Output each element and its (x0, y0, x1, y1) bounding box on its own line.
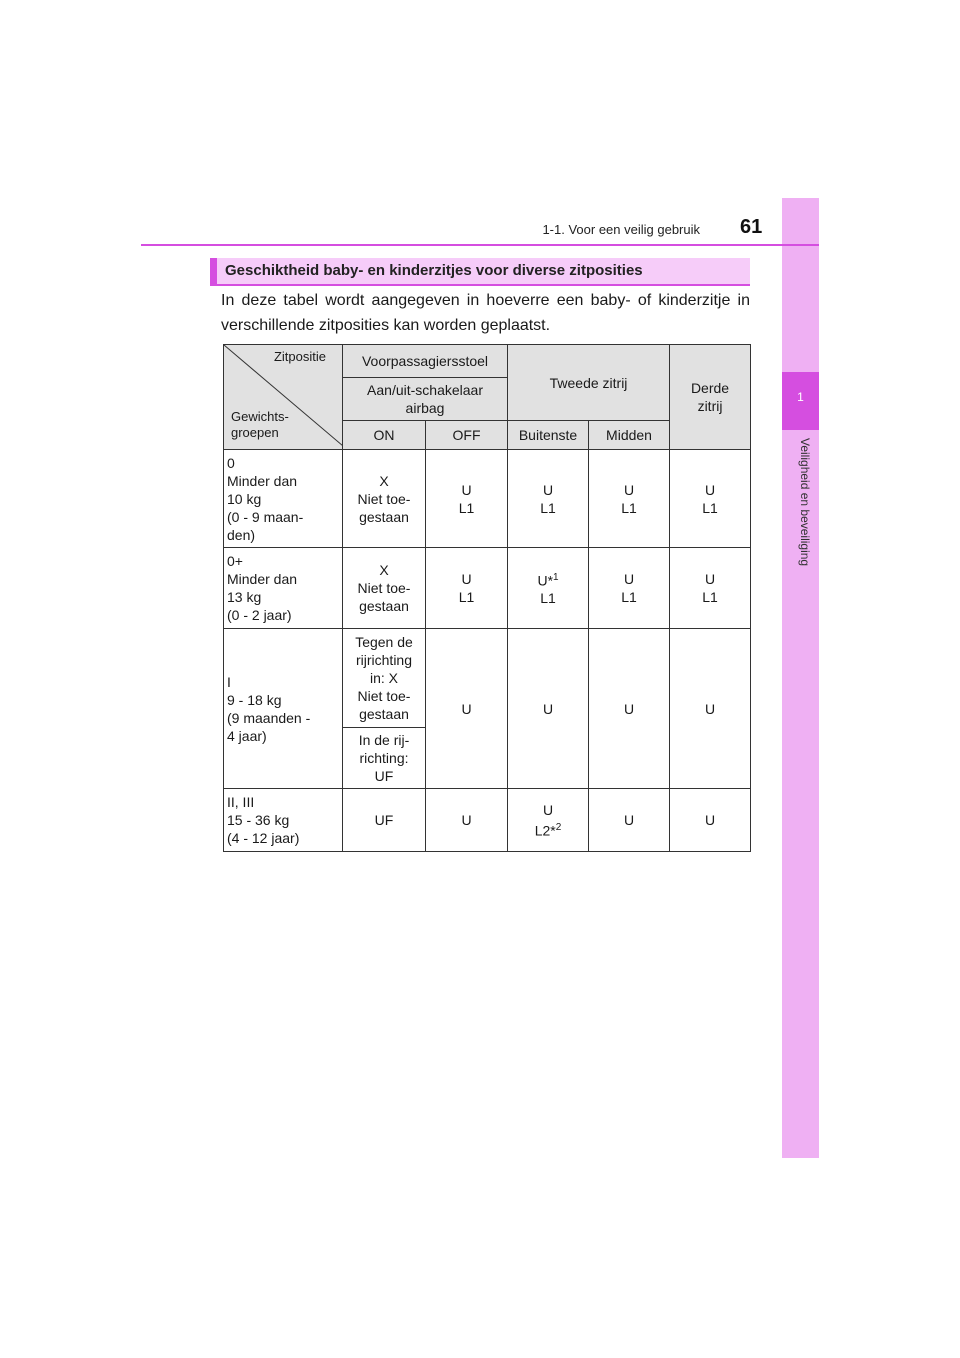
footnote-star: * (550, 822, 556, 839)
section-heading (210, 258, 750, 286)
weight-group-I: I 9 - 18 kg (9 maanden - 4 jaar) (224, 629, 343, 789)
footnote-ref: 1 (553, 571, 559, 583)
corner-seat-label: Zitpositie (273, 349, 326, 364)
cell-third: U L1 (670, 450, 751, 548)
airbag-switch-header: Aan/uit-schakelaar airbag (343, 378, 508, 421)
table-row (224, 629, 751, 728)
cell-on-forward-facing: In de rij- richting: UF (343, 728, 426, 789)
col-middle: Midden (589, 421, 670, 450)
cell-middle: U L1 (589, 548, 670, 629)
cell-outer: U L1 (508, 450, 589, 548)
weight-group-0: 0 Minder dan 10 kg (0 - 9 maan- den) (224, 450, 343, 548)
cell-middle: U (589, 629, 670, 789)
footnote-ref: 2 (555, 821, 562, 833)
second-row-header: Tweede zitrij (508, 345, 670, 421)
corner-group-label: Gewichts- groepen (231, 409, 289, 440)
col-outer: Buitenste (508, 421, 589, 450)
cell-middle: U (589, 789, 670, 852)
cell-third: U L1 (670, 548, 751, 629)
chapter-side-tab (782, 198, 819, 1158)
cell-outer: U L2*$^2$ (508, 789, 589, 852)
cell-outer: U*$^1$ L1 (508, 548, 589, 629)
third-row-header: Derde zitrij (670, 345, 751, 450)
table-row (224, 789, 751, 852)
cell-middle: U L1 (589, 450, 670, 548)
weight-group-II-III: II, III 15 - 36 kg (4 - 12 jaar) (224, 789, 343, 852)
page-number: 61 (740, 216, 763, 238)
col-off: OFF (426, 421, 508, 450)
front-seat-header: Voorpassagiersstoel (343, 345, 508, 378)
weight-group-0plus: 0+ Minder dan 13 kg (0 - 2 jaar) (224, 548, 343, 629)
section-title: Geschiktheid baby- en kinderzitjes voor diverse zitposities (225, 262, 643, 279)
cell-on-rear-facing: Tegen de rijrichting in: X Niet toe- gestaan (343, 629, 426, 728)
corner-header-cell (224, 345, 343, 450)
cell-third: U (670, 789, 751, 852)
cell-outer: U (508, 629, 589, 789)
cell-on: X Niet toe- gestaan (343, 450, 426, 548)
cell-off: U (426, 629, 508, 789)
table-row (224, 450, 751, 548)
cell-on: X Niet toe- gestaan (343, 548, 426, 629)
cell-off: U (426, 789, 508, 852)
child-seat-table (223, 344, 751, 852)
chapter-label: Veiligheid en beveiliging (798, 438, 812, 567)
cell-third: U (670, 629, 751, 789)
cell-off: U L1 (426, 548, 508, 629)
running-header: 1-1. Voor een veilig gebruik (542, 222, 700, 237)
footnote-star: * (547, 572, 554, 589)
intro-paragraph: In deze tabel wordt aangegeven in hoeverre een baby- of kinderzitje in verschillende zitposities kan worden geplaatst. (221, 292, 750, 334)
table-row (224, 548, 751, 629)
chapter-number: 1 (782, 372, 819, 430)
header-rule (141, 244, 819, 246)
col-on: ON (343, 421, 426, 450)
section-heading-marker (210, 258, 217, 284)
cell-on: UF (343, 789, 426, 852)
cell-off: U L1 (426, 450, 508, 548)
